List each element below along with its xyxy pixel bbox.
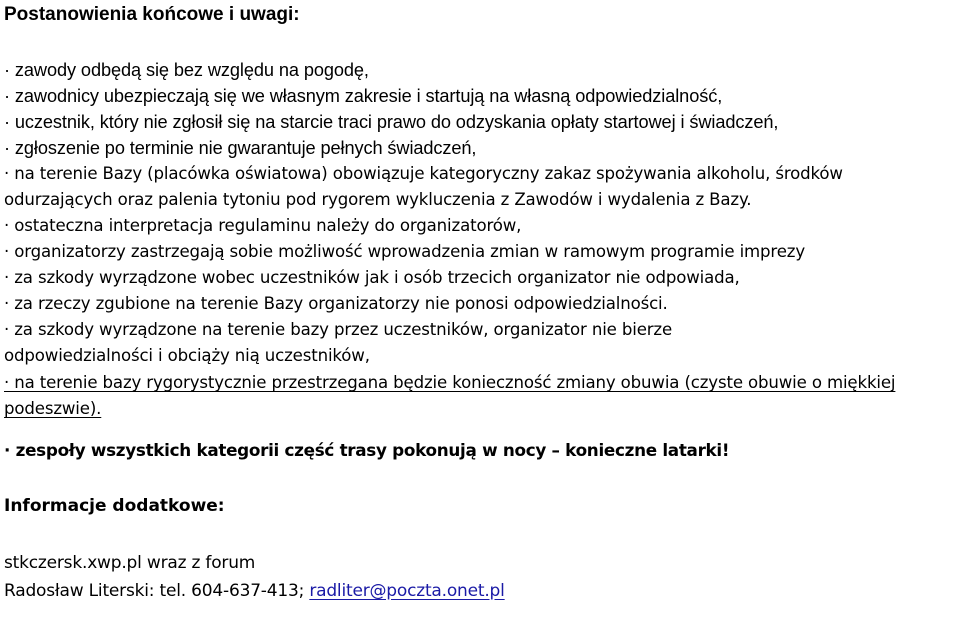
website-line: stkczersk.xwp.pl wraz z forum [4, 553, 256, 573]
rule-item: · zgłoszenie po terminie nie gwarantuje pełnych świadczeń, [4, 138, 477, 158]
document [4, 0, 956, 605]
email-link[interactable]: radliter@poczta.onet.pl [309, 581, 505, 601]
rule-item: · uczestnik, który nie zgłosił się na starcie traci prawo do odzyskania opłaty startowej i świadczeń, [4, 112, 779, 132]
section-heading: Postanowienia końcowe i uwagi: [4, 4, 300, 25]
contact-phone: Radosław Literski: tel. 604-637-413; [4, 581, 310, 601]
rules-list [4, 57, 956, 422]
rule-item-alcohol-ban: · na terenie Bazy (placówka oświatowa) obowiązuje kategoryczny zakaz spożywania alkoholu, środków odurzających oraz palenia tytoniu pod rygorem wykluczenia z Zawodów i wydalenia z Bazy. [4, 164, 843, 209]
rule-item: · za rzeczy zgubione na terenie Bazy organizatorzy nie ponosi odpowiedzialności. [4, 294, 668, 313]
contact-line [4, 577, 956, 605]
rule-item: · ostateczna interpretacja regulaminu należy do organizatorów, [4, 216, 522, 235]
night-route-notice: · zespoły wszystkich kategorii część trasy pokonują w nocy – konieczne latarki! [4, 440, 730, 460]
additional-info-heading: Informacje dodatkowe: [4, 496, 225, 516]
rule-item-footwear: · na terenie bazy rygorystycznie przestrzegana będzie konieczność zmiany obuwia (czyste obuwie o miękkiej podeszwie). [4, 373, 896, 418]
rule-item: · zawody odbędą się bez względu na pogodę, [4, 60, 369, 80]
rule-item: · organizatorzy zastrzegają sobie możliwość wprowadzenia zmian w ramowym programie imprezy [4, 242, 806, 261]
rule-item: · za szkody wyrządzone wobec uczestników jak i osób trzecich organizator nie odpowiada, [4, 268, 740, 287]
rule-item: · zawodnicy ubezpieczają się we własnym zakresie i startują na własną odpowiedzialność, [4, 86, 723, 106]
rule-item-damages: · za szkody wyrządzone na terenie bazy przez uczestników, organizator nie bierze odpowiedzialności i obciąży nią uczestników, [4, 320, 673, 365]
